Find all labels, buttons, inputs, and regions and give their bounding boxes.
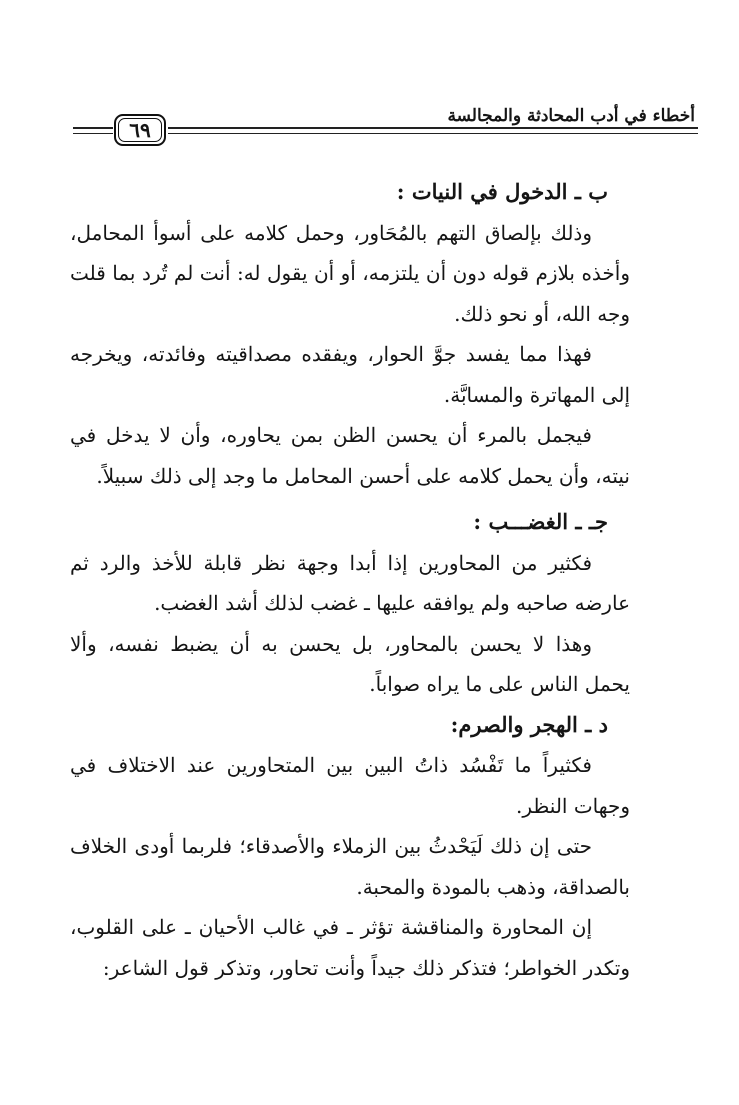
paragraph: فكثير من المحاورين إذا أبدا وجهة نظر قابلة للأخذ والرد ثم عارضه صاحبه ولم يوافقه عليها ـ غضب لذلك أشد الغضب. [70,550,630,615]
paragraph: حتى إن ذلك لَيَحْدثُ بين الزملاء والأصدقاء؛ فلربما أودى الخلاف بالصداقة، وذهب بالمودة والمحبة. [70,834,630,899]
page-number-box [114,114,166,146]
paragraph: إن المحاورة والمناقشة تؤثر ـ في غالب الأحيان ـ على القلوب، وتكدر الخواطر؛ فتذكر ذلك جيداً وأنت تحاور، وتذكر قول الشاعر: [70,915,630,980]
section-heading-c: جـ ـ الغضـــب : [473,509,608,534]
page-body [70,172,630,988]
paragraph: وذلك بإلصاق التهم بالمُحَاور، وحمل كلامه على أسوأ المحامل، وأخذه بلازم قوله دون أن يلتزمه، أو أن يقول له: أنت لم تُرد بما قلت وجه الله، أو نحو ذلك. [70,220,630,326]
paragraph: فهذا مما يفسد جوَّ الحوار، ويفقده مصداقيته وفائدته، ويخرجه إلى المهاترة والمسابَّة. [70,342,630,407]
header-rule-left [73,127,113,134]
page-number: ٦٩ [129,118,151,142]
paragraph: فيجمل بالمرء أن يحسن الظن بمن يحاوره، وأن لا يدخل في نيته، وأن يحمل كلامه على أحسن المحامل ما وجد إلى ذلك سبيلاً. [70,423,630,488]
paragraph: وهذا لا يحسن بالمحاور، بل يحسن به أن يضبط نفسه، وألا يحمل الناس على ما يراه صواباً. [70,631,630,696]
running-title: أخطاء في أدب المحادثة والمجالسة [447,106,695,126]
paragraph: فكثيراً ما تَفْسُد ذاتُ البين بين المتحاورين عند الاختلاف في وجهات النظر. [70,753,630,818]
section-heading-d: د ـ الهجر والصرم: [450,711,608,737]
header-rule-right [168,127,698,134]
section-heading-b: ب ـ الدخول في النيات : [396,179,608,204]
